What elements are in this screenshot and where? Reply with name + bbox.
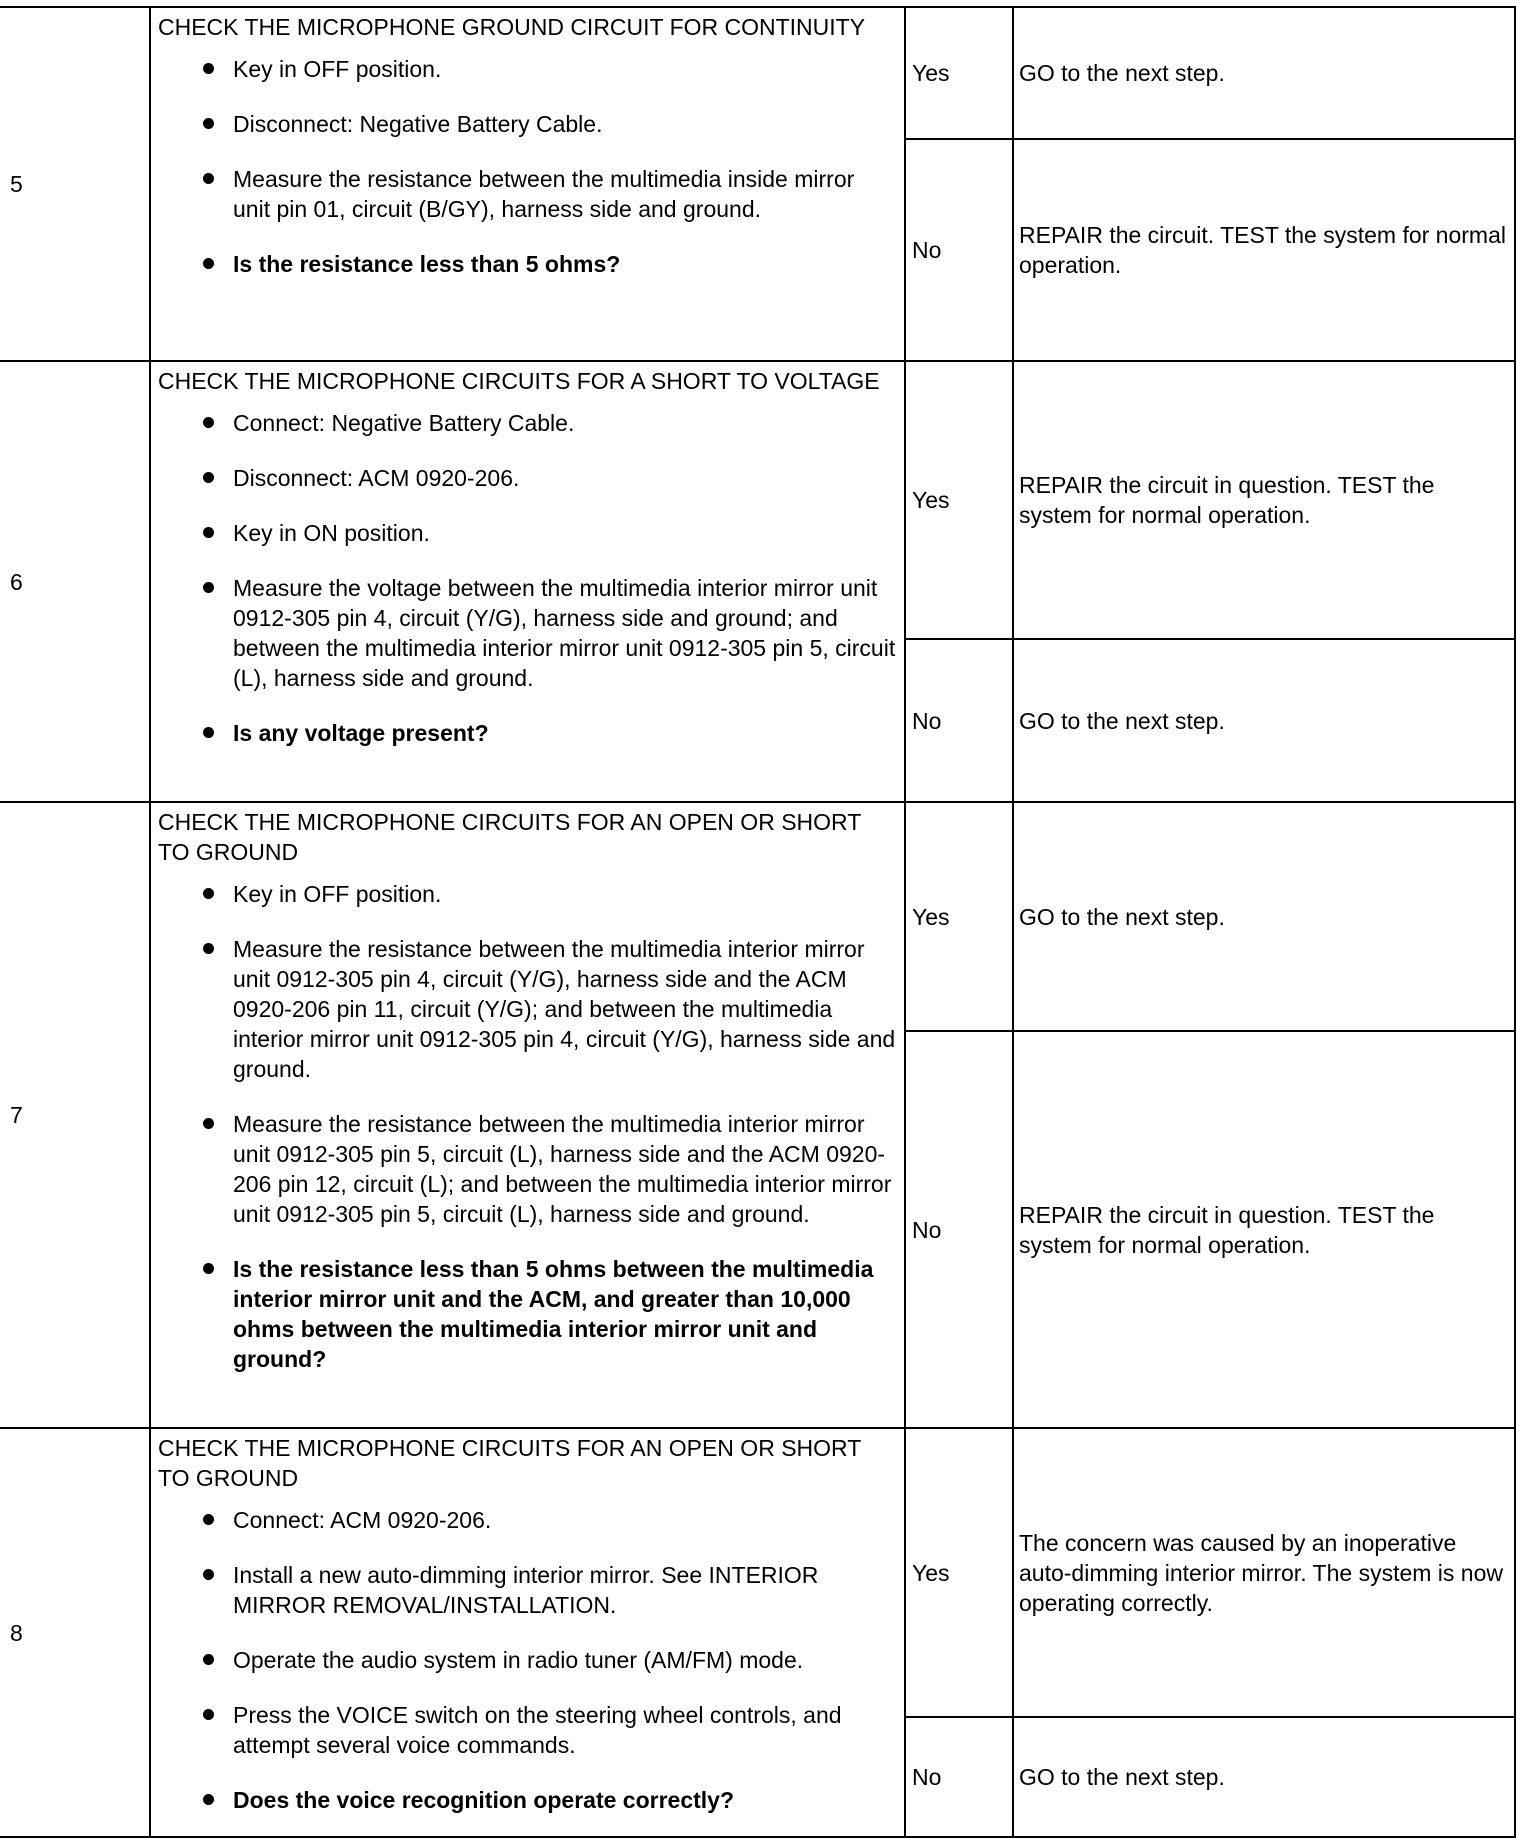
action-item: Connect: Negative Battery Cable. [158, 408, 896, 438]
action-item: Measure the resistance between the multimedia interior mirror unit 0912-305 pin 5, circuit (L), harness side and the ACM 0920-206 pin 12, circuit (L); and between the multimedia interior mirror unit 0912-305 pin 5, circuit (L), harness side and ground. [158, 1109, 896, 1229]
action-item: Key in OFF position. [158, 54, 896, 84]
step-title: CHECK THE MICROPHONE CIRCUITS FOR A SHORT TO VOLTAGE [158, 368, 880, 394]
yes-label: Yes [905, 361, 1013, 639]
action-item: Measure the resistance between the multimedia inside mirror unit pin 01, circuit (B/GY), harness side and ground. [158, 164, 896, 224]
yes-label: Yes [905, 7, 1013, 139]
action-list [158, 54, 896, 279]
step-question: Is any voltage present? [158, 718, 896, 748]
yes-action: REPAIR the circuit in question. TEST the system for normal operation. [1013, 361, 1515, 639]
action-item: Key in OFF position. [158, 879, 896, 909]
no-action: GO to the next step. [1013, 1717, 1515, 1837]
no-action: REPAIR the circuit. TEST the system for normal operation. [1013, 139, 1515, 361]
action-list [158, 879, 896, 1374]
step-number: 7 [0, 802, 150, 1428]
step-number: 5 [0, 7, 150, 361]
no-action: GO to the next step. [1013, 639, 1515, 802]
step-title: CHECK THE MICROPHONE CIRCUITS FOR AN OPEN OR SHORT TO GROUND [158, 1435, 861, 1491]
yes-label: Yes [905, 1428, 1013, 1717]
step-procedure [150, 7, 905, 361]
yes-action: The concern was caused by an inoperative auto-dimming interior mirror. The system is now operating correctly. [1013, 1428, 1515, 1717]
action-list [158, 408, 896, 748]
yes-action: GO to the next step. [1013, 7, 1515, 139]
step-question: Is the resistance less than 5 ohms? [158, 249, 896, 279]
action-item: Operate the audio system in radio tuner (AM/FM) mode. [158, 1645, 896, 1675]
action-item: Disconnect: ACM 0920-206. [158, 463, 896, 493]
step-question: Is the resistance less than 5 ohms between the multimedia interior mirror unit and the ACM, and greater than 10,000 ohms between the multimedia interior mirror unit and ground? [158, 1254, 896, 1374]
no-label: No [905, 639, 1013, 802]
step-procedure [150, 802, 905, 1428]
no-label: No [905, 139, 1013, 361]
no-action: REPAIR the circuit in question. TEST the system for normal operation. [1013, 1031, 1515, 1428]
no-label: No [905, 1717, 1013, 1837]
action-item: Key in ON position. [158, 518, 896, 548]
action-item: Measure the voltage between the multimedia interior mirror unit 0912-305 pin 4, circuit (Y/G), harness side and ground; and between the multimedia interior mirror unit 0912-305 pin 5, circuit (L), harness side and ground. [158, 573, 896, 693]
yes-label: Yes [905, 802, 1013, 1031]
action-item: Connect: ACM 0920-206. [158, 1505, 896, 1535]
step-8-yes-row [0, 1428, 1515, 1717]
action-item: Install a new auto-dimming interior mirror. See INTERIOR MIRROR REMOVAL/INSTALLATION. [158, 1560, 896, 1620]
step-title: CHECK THE MICROPHONE CIRCUITS FOR AN OPEN OR SHORT TO GROUND [158, 809, 861, 865]
action-item: Press the VOICE switch on the steering wheel controls, and attempt several voice commands. [158, 1700, 896, 1760]
step-procedure [150, 361, 905, 802]
step-question: Does the voice recognition operate correctly? [158, 1785, 896, 1815]
step-number: 6 [0, 361, 150, 802]
step-5-yes-row [0, 7, 1515, 139]
diagnostic-table [0, 6, 1516, 1838]
action-item: Disconnect: Negative Battery Cable. [158, 109, 896, 139]
action-list [158, 1505, 896, 1815]
action-item: Measure the resistance between the multimedia interior mirror unit 0912-305 pin 4, circuit (Y/G), harness side and the ACM 0920-206 pin 11, circuit (Y/G); and between the multimedia interior mirror unit 0912-305 pin 4, circuit (Y/G), harness side and ground. [158, 934, 896, 1084]
no-label: No [905, 1031, 1013, 1428]
step-6-yes-row [0, 361, 1515, 639]
step-number: 8 [0, 1428, 150, 1837]
yes-action: GO to the next step. [1013, 802, 1515, 1031]
step-procedure [150, 1428, 905, 1837]
step-title: CHECK THE MICROPHONE GROUND CIRCUIT FOR CONTINUITY [158, 14, 866, 40]
step-7-yes-row [0, 802, 1515, 1031]
